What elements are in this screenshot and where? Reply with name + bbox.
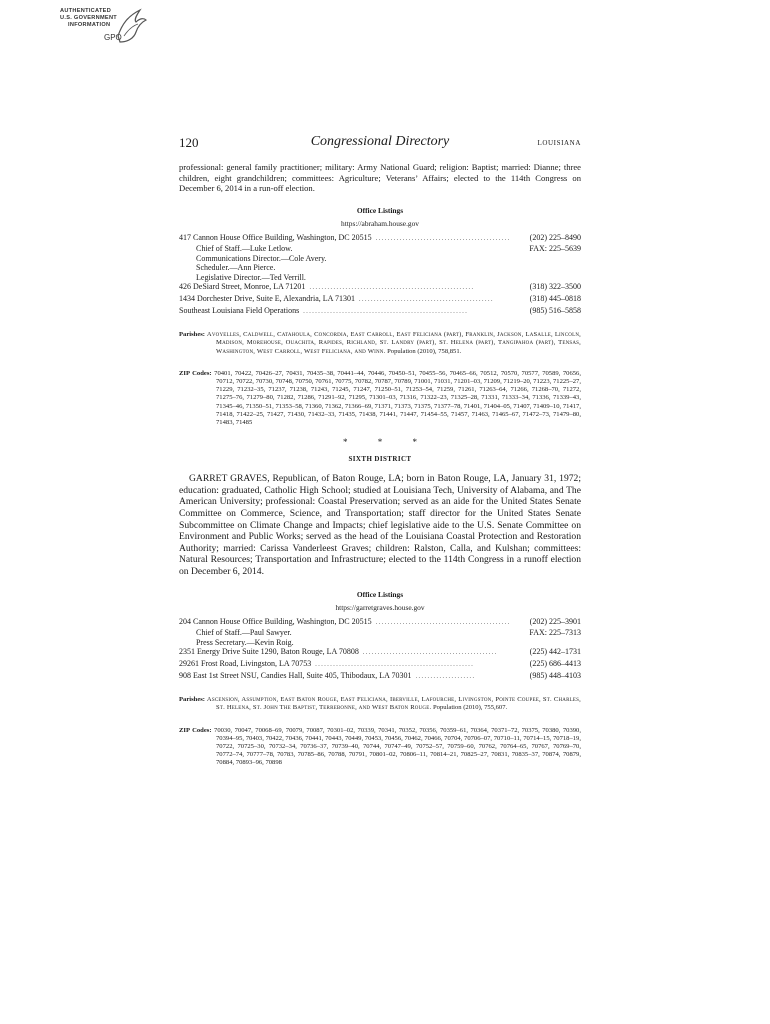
- zip-label: ZIP Codes:: [179, 369, 212, 377]
- staff-entry: Scheduler.—Ann Pierce.: [196, 263, 276, 273]
- parishes-list: Ascension, Assumption, East Baton Rouge, East Feliciana, Iberville, Lafourche, Livingston, Pointe Coupee, St. Charles, St. Helena, St. John The Baptist, Terrebonne, and West Baton Rouge.: [206, 696, 581, 712]
- office-listings-heading-2: Office Listings: [356, 589, 404, 599]
- seal-line3: INFORMATION: [68, 22, 111, 28]
- parishes-paragraph-1: [179, 331, 581, 356]
- graves-biography: [179, 473, 581, 577]
- office-fax: FAX: 225–5639: [529, 244, 581, 254]
- office-phone: (318) 322–3500: [529, 282, 581, 292]
- office-address: 1434 Dorchester Drive, Suite E, Alexandria, LA 71301: [179, 294, 355, 304]
- population: Population (2010), 755,607.: [433, 704, 508, 712]
- office-phone: (985) 448–4103: [529, 670, 581, 680]
- office-phone: (202) 225–3901: [529, 616, 581, 626]
- district-office-row: 2351 Energy Drive Suite 1290, Baton Rouge, LA 70808 . . . . . . . . . . . . . . . . . . . . . . . . . . . . . . . . . . . . . . . . . . . . . (225) 442–1731: [179, 647, 581, 657]
- office-url-2[interactable]: https://garretgraves.house.gov: [335, 602, 425, 612]
- staff-entry: Chief of Staff.—Paul Sawyer.: [196, 628, 292, 638]
- office-address: 204 Cannon House Office Building, Washington, DC 20515: [179, 616, 372, 626]
- district-office-row: 426 DeSiard Street, Monroe, LA 71201 . . . . . . . . . . . . . . . . . . . . . . . . . . . . . . . . . . . . . . . . . . . . . . . . . . . . . . . (318) 322–3500: [179, 282, 581, 292]
- office-phone: (225) 442–1731: [529, 647, 581, 657]
- parishes-label: Parishes:: [179, 696, 206, 704]
- office-address: 908 East 1st Street NSU, Candies Hall, Suite 405, Thibodaux, LA 70301: [179, 670, 412, 680]
- main-office-row: 417 Cannon House Office Building, Washington, DC 20515 . . . . . . . . . . . . . . . . . . . . . . . . . . . . . . . . . . . . . . . . . . . . . (202) 225–8490: [179, 232, 581, 242]
- office-address: 29261 Frost Road, Livingston, LA 70753: [179, 659, 312, 668]
- office-address: 417 Cannon House Office Building, Washington, DC 20515: [179, 232, 372, 242]
- office-address: Southeast Louisiana Field Operations: [179, 305, 300, 315]
- seal-gpo: GPO: [104, 33, 122, 42]
- directory-page: [179, 135, 581, 768]
- office-listings-heading-1: Office Listings: [356, 205, 404, 215]
- office-fax: FAX: 225–7313: [529, 628, 581, 638]
- running-title: Congressional Directory: [310, 134, 450, 149]
- parishes-paragraph-2: [179, 696, 581, 712]
- zip-codes-paragraph-2: [179, 727, 581, 768]
- staff-entry: Communications Director.—Cole Avery.: [196, 253, 327, 263]
- eagle-icon: [114, 6, 148, 44]
- gpo-authentication-seal: [60, 6, 150, 46]
- district-office-row: 29261 Frost Road, Livingston, LA 70753 . . . . . . . . . . . . . . . . . . . . . . . . . . . . . . . . . . . . . . . . . . . . . . . . . . . . . (225) 686–4413: [179, 659, 581, 668]
- office-listings-1: [179, 233, 581, 318]
- office-address: 426 DeSiard Street, Monroe, LA 71201: [179, 282, 306, 292]
- member-name: GARRET GRAVES: [189, 473, 268, 485]
- page-header: [179, 135, 581, 153]
- population: Population (2010), 758,851.: [387, 347, 462, 355]
- office-phone: (225) 686–4413: [529, 659, 581, 668]
- office-phone: (985) 516–5858: [529, 305, 581, 315]
- zip-list: 70401, 70422, 70426–27, 70431, 70435–38, 70441–44, 70446, 70450–51, 70455–56, 70465–66, 70512, 70570, 70577, 70589, 70656, 70712, 70722, 70730, 70748, 70750, 70761, 70775, 70782, 70787, 70789, 71001, 71031, 71201–03, 71209, 71219–20, 71223, 71225–27, 71229, 71232–35, 71237, 71238, 71243, 71245, 71247, 71250–51, 71253–54, 71259, 71261, 71263–64, 71266, 71268–70, 71272, 71275–76, 71279–80, 71282, 71286, 71291–92, 71295, 71301–03, 71316, 71322–23, 71325–28, 71331, 71333–34, 71336, 71339–43, 71345–46, 71350–51, 71353–58, 71360, 71362, 71366–69, 71371, 71373, 71375, 71377–78, 71401, 71404–05, 71407, 71409–10, 71417, 71418, 71422–25, 71427, 71430, 71432–33, 71435, 71438, 71441, 71447, 71454–55, 71457, 71463, 71465–67, 71472–73, 71479–80, 71483, 71485: [214, 369, 581, 427]
- parishes-label: Parishes:: [179, 331, 206, 339]
- zip-list: 70030, 70047, 70068–69, 70079, 70087, 70301–02, 70339, 70341, 70352, 70356, 70359–61, 70364, 70371–72, 70375, 70380, 70390, 70394–95, 70403, 70422, 70436, 70441, 70443, 70449, 70453, 70456, 70462, 70466, 70704, 70706–07, 70710–11, 70714–15, 70718–19, 70722, 70725–30, 70732–34, 70736–37, 70739–40, 70744, 70747–49, 70752–57, 70759–60, 70762, 70764–65, 70767, 70769–70, 70772–74, 70777–78, 70783, 70785–86, 70788, 70791, 70801–02, 70806–11, 70814–21, 70825–27, 70831, 70835–37, 70874, 70879, 70884, 70893–96, 70898: [214, 726, 581, 767]
- district-heading: SIXTH DISTRICT: [348, 455, 412, 464]
- staff-entry: Legislative Director.—Ted Verrill.: [196, 272, 306, 282]
- zip-label: ZIP Codes:: [179, 726, 212, 734]
- state-label: LOUISIANA: [537, 139, 581, 147]
- office-listings-2: [179, 617, 581, 683]
- section-separator: * * *: [343, 437, 431, 448]
- main-office-row: 204 Cannon House Office Building, Washington, DC 20515 . . . . . . . . . . . . . . . . . . . . . . . . . . . . . . . . . . . . . . . . . . . . . (202) 225–3901: [179, 616, 581, 626]
- seal-line1: AUTHENTICATED: [60, 8, 112, 14]
- seal-line2: U.S. GOVERNMENT: [60, 15, 118, 21]
- parishes-list: Avoyelles, Caldwell, Catahoula, Concordia, East Carroll, East Feliciana (part), Franklin, Jackson, LaSalle, Lincoln, Madison, Morehouse, Ouachita, Rapides, Richland, St. Landry (part), St. Helena (part), Tangipahoa (part), Tensas, Washington, West Carroll, West Feliciana, and Winn.: [206, 331, 581, 355]
- office-address: 2351 Energy Drive Suite 1290, Baton Rouge, LA 70808: [179, 647, 359, 657]
- staff-entry: Chief of Staff.—Luke Letlow.: [196, 244, 293, 254]
- staff-entry: Press Secretary.—Kevin Roig.: [196, 637, 294, 647]
- intro-biography: professional: general family practitioner; military: Army National Guard; religion: Baptist; married: Dianne; three children, eight grandchildren; committees: Agriculture; Veterans’ Affairs; elected to the 114th Congress on December 6, 2014 in a run-off election.: [179, 162, 581, 193]
- member-bio-text: , Republican, of Baton Rouge, LA; born in Baton Rouge, LA, January 31, 1972; education: graduated, Catholic High School; studied at Louisiana Tech, University of Alabama, and The American University; professional: Coastal Preservation; served as an aide for the United States Senate Committee on Commerce, Science, and Transportation; staff director for the United States Senate Subcommittee on Climate Change and Impacts; chief legislative aide to the U.S. Senate Committee on Environment and Public Works; served as the head of the Louisiana Coastal Protection and Restoration Authority; married: Carissa Vanderleest Graves; children: Ralston, Calla, and Kulshan; committees: Natural Resources; Transportation and Infrastructure; elected to the 114th Congress in a runoff election on December 6, 2014.: [179, 473, 581, 578]
- district-office-row: Southeast Louisiana Field Operations . . . . . . . . . . . . . . . . . . . . . . . . . . . . . . . . . . . . . . . . . . . . . . . . . . . . . . . (985) 516–5858: [179, 305, 581, 315]
- office-phone: (318) 445–0818: [529, 294, 581, 304]
- district-office-row: 1434 Dorchester Drive, Suite E, Alexandria, LA 71301 . . . . . . . . . . . . . . . . . . . . . . . . . . . . . . . . . . . . . . . . . . . . . (318) 445–0818: [179, 294, 581, 304]
- zip-codes-paragraph-1: [179, 370, 581, 427]
- staff-row: [179, 628, 581, 638]
- staff-row: [179, 244, 581, 254]
- page-number: 120: [179, 135, 199, 150]
- district-office-row: 908 East 1st Street NSU, Candies Hall, Suite 405, Thibodaux, LA 70301 . . . . . . . . . . . . . . . . . . . . (985) 448–4103: [179, 670, 581, 680]
- office-url-1[interactable]: https://abraham.house.gov: [341, 218, 419, 228]
- office-phone: (202) 225–8490: [529, 232, 581, 242]
